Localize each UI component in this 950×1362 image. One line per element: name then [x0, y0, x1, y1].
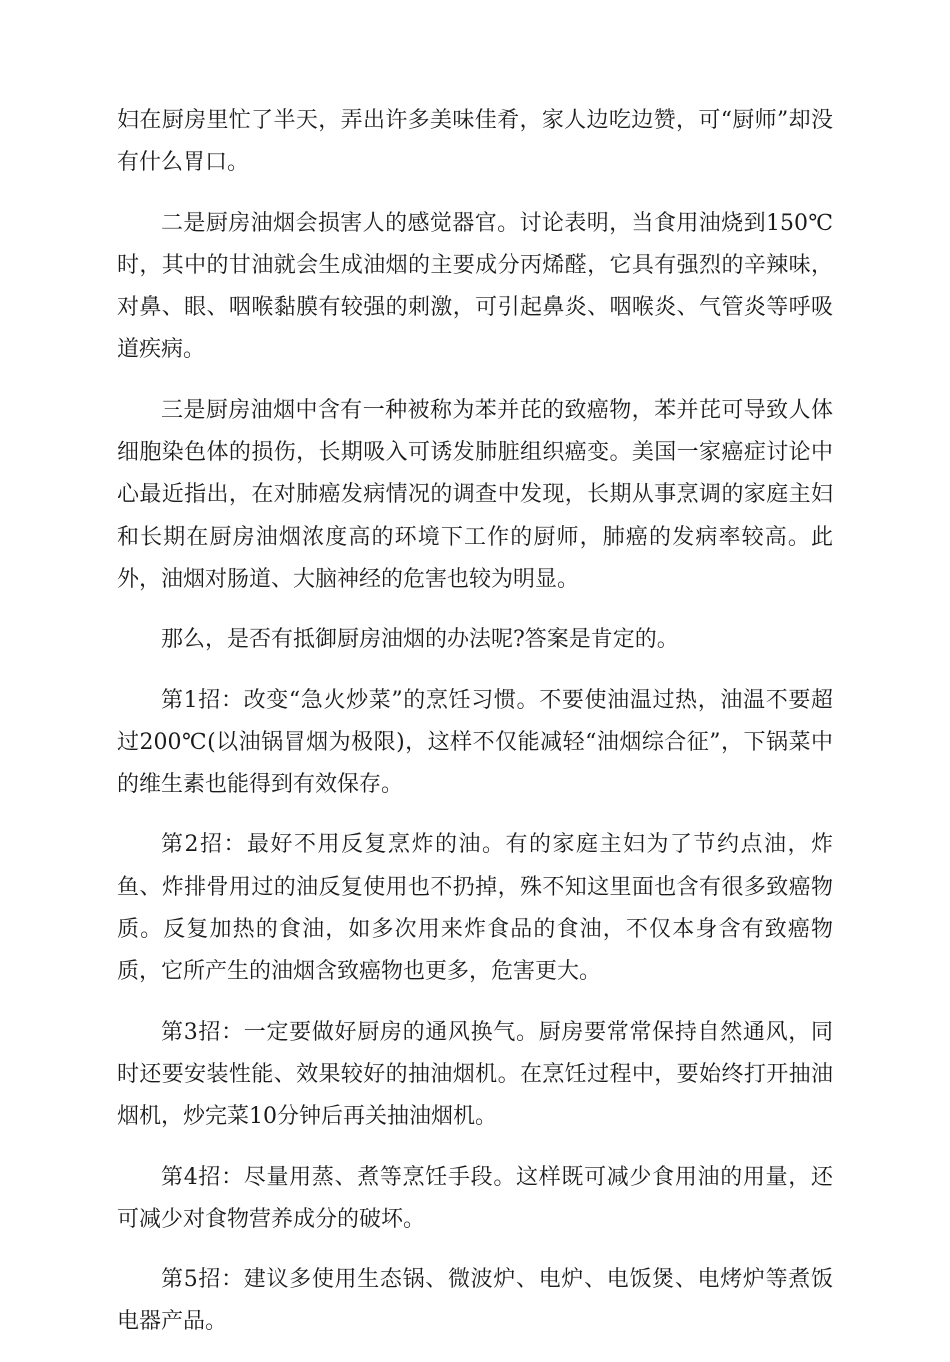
paragraph-continuation: 妇在厨房里忙了半天，弄出许多美味佳肴，家人边吃边赞，可“厨师”却没有什么胃口。	[117, 108, 833, 176]
document-page	[117, 100, 833, 1362]
paragraph-tip-1: 第1招：改变“急火炒菜”的烹饪习惯。不要使油温过热，油温不要超过200℃(以油锅冒烟为极限)，这样不仅能减轻“油烟综合征”，下锅菜中的维生素也能得到有效保存。	[117, 687, 833, 798]
paragraph-tip-5: 第5招：建议多使用生态锅、微波炉、电炉、电饭煲、电烤炉等煮饭电器产品。	[117, 1267, 833, 1335]
paragraph-tip-4: 第4招：尽量用蒸、煮等烹饪手段。这样既可减少食用油的用量，还可减少对食物营养成分的破坏。	[117, 1164, 833, 1232]
paragraph-tip-2: 第2招：最好不用反复烹炸的油。有的家庭主妇为了节约点油，炸鱼、炸排骨用过的油反复使用也不扔掉，殊不知这里面也含有很多致癌物质。反复加热的食油，如多次用来炸食品的食油，不仅本身含有致癌物质，它所产生的油烟含致癌物也更多，危害更大。	[117, 832, 833, 985]
paragraph-carcinogen: 三是厨房油烟中含有一种被称为苯并芘的致癌物，苯并芘可导致人体细胞染色体的损伤，长期吸入可诱发肺脏组织癌变。美国一家癌症讨论中心最近指出，在对肺癌发病情况的调查中发现，长期从事烹调的家庭主妇和长期在厨房油烟浓度高的环境下工作的厨师，肺癌的发病率较高。此外，油烟对肠道、大脑神经的危害也较为明显。	[117, 397, 833, 592]
paragraph-tip-3: 第3招：一定要做好厨房的通风换气。厨房要常常保持自然通风，同时还要安装性能、效果较好的抽油烟机。在烹饪过程中，要始终打开抽油烟机，炒完菜10分钟后再关抽油烟机。	[117, 1019, 833, 1130]
paragraph-question: 那么，是否有抵御厨房油烟的办法呢?答案是肯定的。	[161, 627, 679, 653]
paragraph-sense-organs: 二是厨房油烟会损害人的感觉器官。讨论表明，当食用油烧到150℃时，其中的甘油就会生成油烟的主要成分丙烯醛，它具有强烈的辛辣味，对鼻、眼、咽喉黏膜有较强的刺激，可引起鼻炎、咽喉炎、气管炎等呼吸道疾病。	[117, 210, 833, 363]
